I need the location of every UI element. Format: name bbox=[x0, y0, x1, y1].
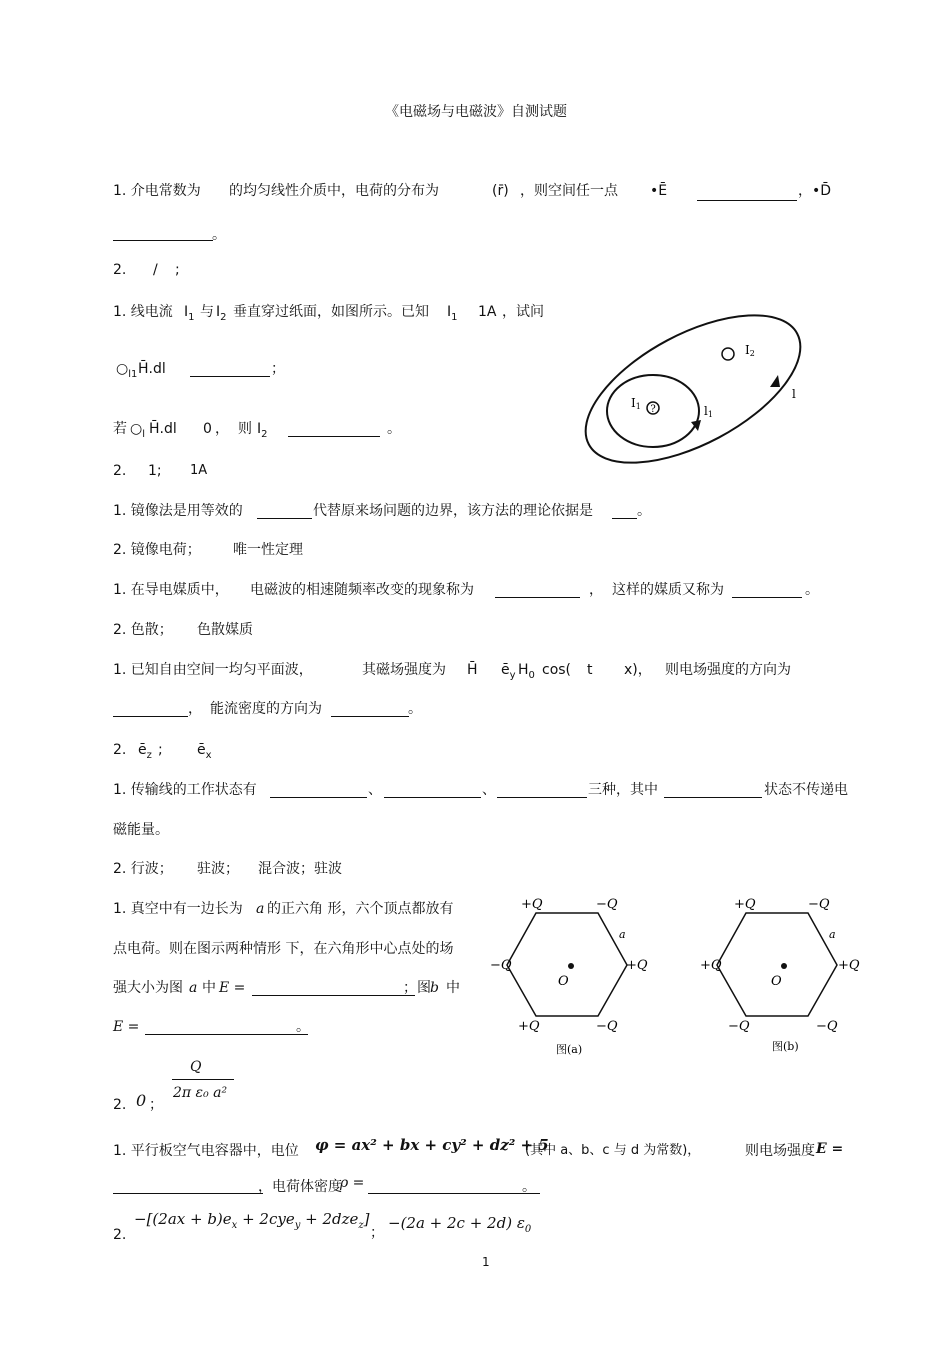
q6-text-e: 状态不传递电 bbox=[764, 782, 848, 798]
outer-loop-l bbox=[580, 305, 810, 470]
q1-rho-expr: (r̄) bbox=[492, 183, 509, 199]
side-label-b: a bbox=[829, 928, 836, 941]
q2-I2b: $I_2$ bbox=[257, 421, 268, 440]
q5-t: t bbox=[587, 662, 593, 678]
caption-a: 图(a) bbox=[556, 1043, 583, 1056]
q7-blank-2 bbox=[145, 1034, 308, 1035]
label-l1: l1 bbox=[704, 404, 713, 419]
wire-I1-mark: ? bbox=[650, 404, 656, 415]
q2-Hdl-1: H̄.dl bbox=[138, 361, 166, 377]
q5-answer-label: 2. bbox=[113, 742, 127, 758]
q3-answer-1: 2. 镜像电荷； bbox=[113, 542, 201, 558]
q8-E: E = bbox=[816, 1141, 844, 1157]
q8-period: 。 bbox=[522, 1179, 536, 1195]
q5-ey: $ē_y$ bbox=[501, 662, 516, 681]
q7-hexagon-figure-a bbox=[488, 893, 663, 1063]
q8-answer-rho: −(2a + 2c + 2d) $\varepsilon_0$ bbox=[388, 1214, 532, 1235]
q7-answer-label: 2. bbox=[113, 1097, 127, 1113]
q8-rho: ρ = bbox=[340, 1175, 365, 1191]
q7-period: 。 bbox=[296, 1019, 310, 1035]
q5-answer-sep: ; bbox=[158, 742, 163, 758]
q7-text-l3e: ；图 bbox=[403, 980, 431, 996]
q6-answer-1: 2. 行波； bbox=[113, 861, 173, 877]
q5-text-b2: 能流密度的方向为 bbox=[210, 701, 322, 717]
q5-comma: ， bbox=[188, 701, 202, 717]
q2-I1b: $I_1$ bbox=[447, 304, 458, 323]
hexagon-a bbox=[507, 913, 627, 1016]
q8-text-a: 1. 平行板空气电容器中，电位 bbox=[113, 1143, 299, 1159]
q4-text-b: 电磁波的相速随频率改变的现象称为 bbox=[250, 582, 474, 598]
q1-period: 。 bbox=[212, 227, 226, 243]
q6-text-line2: 磁能量。 bbox=[113, 822, 169, 838]
q2-blank-2 bbox=[288, 436, 380, 437]
q1-divE: •Ē bbox=[650, 183, 668, 199]
q5-answer-ex: $ē_x$ bbox=[197, 742, 212, 761]
q4-answer-1: 2. 色散； bbox=[113, 622, 173, 638]
charge-tr-a: −Q bbox=[596, 897, 618, 912]
q1-blank-1 bbox=[697, 200, 797, 201]
q4-comma: ， bbox=[589, 582, 603, 598]
charge-tl-a: +Q bbox=[521, 897, 543, 912]
q4-period: 。 bbox=[805, 582, 819, 598]
q7-E-a: E = bbox=[219, 980, 246, 996]
charge-br-b: −Q bbox=[816, 1019, 838, 1034]
q4-blank-1 bbox=[495, 597, 580, 598]
label-I1: I1 bbox=[631, 396, 641, 411]
q5-blank-1 bbox=[113, 716, 188, 717]
q5-x: x)， bbox=[624, 662, 652, 678]
q3-period: 。 bbox=[637, 503, 651, 519]
charge-bl-a: +Q bbox=[518, 1019, 540, 1034]
q2-period: 。 bbox=[387, 421, 401, 437]
q2-Hdl-2: H̄.dl bbox=[149, 421, 177, 437]
q6-blank-2 bbox=[384, 797, 481, 798]
label-l: l bbox=[792, 387, 796, 401]
q6-text-d: 三种，其中 bbox=[588, 782, 658, 798]
q1-divD: •D̄ bbox=[812, 183, 832, 199]
q6-answer-3: 混合波；驻波 bbox=[258, 861, 342, 877]
q1-answer-2: ; bbox=[175, 262, 180, 278]
q2-semicolon: ； bbox=[271, 361, 285, 377]
page-number: 1 bbox=[482, 1255, 490, 1269]
q6-answer-2: 驻波； bbox=[197, 861, 239, 877]
q2-contour-integral-icon-2: $○_l$ bbox=[130, 421, 145, 440]
q6-blank-4 bbox=[664, 797, 762, 798]
q8-text-l2a: ，电荷体密度 bbox=[258, 1179, 342, 1195]
q1-text-b: 的均匀线性介质中，电荷的分布为 bbox=[229, 183, 439, 199]
q7-text-line2: 点电荷。则在图示两种情形 下，在六角形中心点处的场 bbox=[113, 941, 454, 957]
q3-answer-2: 唯一性定理 bbox=[233, 542, 303, 558]
q1-text-a: 1. 介电常数为 bbox=[113, 183, 201, 199]
center-dot-b bbox=[781, 963, 787, 969]
q2-answer-2: 1A bbox=[190, 463, 208, 478]
center-label-a: O bbox=[558, 974, 569, 989]
q4-text-a: 1. 在导电媒质中， bbox=[113, 582, 229, 598]
q6-sep-2: 、 bbox=[482, 782, 496, 798]
q2-comma: ， bbox=[215, 421, 229, 437]
q7-frac-bar bbox=[172, 1079, 234, 1080]
charge-r-a: +Q bbox=[626, 958, 648, 973]
q6-blank-1 bbox=[270, 797, 367, 798]
q2-current-value: 1A bbox=[478, 304, 497, 320]
q4-blank-2 bbox=[732, 597, 802, 598]
q2-text-e: 垂直穿过纸面，如图所示。已知 bbox=[233, 304, 429, 320]
q2-I1: $I_1$ bbox=[184, 304, 195, 323]
q2-text-a: 1. 线电流 bbox=[113, 304, 173, 320]
q7-text-a: 1. 真空中有一边长为 bbox=[113, 901, 243, 917]
q2-zero: 0 bbox=[203, 421, 212, 437]
q3-blank-1 bbox=[257, 518, 312, 519]
q1-answer-label: 2. bbox=[113, 262, 127, 278]
charge-tr-b: −Q bbox=[808, 897, 830, 912]
q1-answer-1: / bbox=[153, 262, 158, 278]
charge-l-a: −Q bbox=[490, 958, 512, 973]
q8-answer-E: $-[(2ax + b)e_x + 2cye_y + 2dze_z]$ bbox=[134, 1210, 370, 1231]
q5-period: 。 bbox=[408, 701, 422, 717]
q7-text-l3g: 中 bbox=[446, 980, 460, 996]
q7-a: a bbox=[256, 901, 265, 917]
q3-text-a: 1. 镜像法是用等效的 bbox=[113, 503, 243, 519]
q2-contour-integral-icon: $○_{l1}$ bbox=[116, 361, 138, 380]
q5-text-i: 则电场强度的方向为 bbox=[665, 662, 791, 678]
charge-br-a: −Q bbox=[596, 1019, 618, 1034]
q5-answer-ez: $ē_z$ bbox=[138, 742, 152, 761]
q8-text-d: 则电场强度 bbox=[745, 1143, 815, 1159]
charge-r-b: +Q bbox=[838, 958, 860, 973]
charge-l-b: +Q bbox=[700, 958, 722, 973]
q5-cos: cos( bbox=[542, 662, 572, 678]
hexagon-b bbox=[717, 913, 837, 1016]
q2-text-h: ，试问 bbox=[502, 304, 544, 320]
center-dot-a bbox=[568, 963, 574, 969]
q8-text-c: (其中 a、b、c 与 d 为常数)， bbox=[525, 1143, 701, 1158]
q8-potential: φ = ax² + bx + cy² + dz² + 5 bbox=[315, 1136, 549, 1154]
q7-answer-sep: ； bbox=[149, 1097, 163, 1113]
q3-text-b: 代替原来场问题的边界，该方法的理论依据是 bbox=[313, 503, 593, 519]
q6-sep-1: 、 bbox=[368, 782, 382, 798]
q2-text-if: 若 bbox=[113, 421, 127, 437]
q5-H: H̄ bbox=[467, 662, 478, 678]
q8-blank-1 bbox=[113, 1193, 263, 1194]
q1-comma: ， bbox=[798, 183, 812, 199]
q8-answer-label: 2. bbox=[113, 1227, 127, 1243]
q4-text-d: 这样的媒质又称为 bbox=[612, 582, 724, 598]
charge-bl-b: −Q bbox=[728, 1019, 750, 1034]
q5-H0: $H_0$ bbox=[518, 662, 535, 681]
label-I2: I2 bbox=[745, 343, 755, 358]
q7-frac-den: 2π ε₀ a² bbox=[173, 1085, 228, 1101]
q8-answer-sep: ； bbox=[370, 1225, 384, 1241]
q7-text-l3a: 强大小为图 bbox=[113, 980, 183, 996]
q6-text-a: 1. 传输线的工作状态有 bbox=[113, 782, 257, 798]
q2-answer-1: 1; bbox=[148, 463, 162, 479]
q7-blank-1 bbox=[252, 995, 415, 996]
q2-text-c: 与 bbox=[200, 304, 214, 320]
q1-blank-2 bbox=[113, 240, 213, 241]
q2-blank-1 bbox=[190, 376, 270, 377]
q7-fig-a-ref: a bbox=[189, 980, 198, 996]
q2-I2: $I_2$ bbox=[216, 304, 227, 323]
q6-blank-3 bbox=[497, 797, 587, 798]
q2-answer-label: 2. bbox=[113, 463, 127, 479]
q4-answer-2: 色散媒质 bbox=[197, 622, 253, 638]
q2-then: 则 bbox=[238, 421, 252, 437]
q7-frac-num: Q bbox=[190, 1059, 202, 1075]
wire-I2-icon bbox=[722, 348, 734, 360]
q5-text-a: 1. 已知自由空间一均匀平面波， bbox=[113, 662, 313, 678]
q8-blank-2 bbox=[368, 1193, 540, 1194]
q5-blank-2 bbox=[331, 716, 409, 717]
page-title: 《电磁场与电磁波》自测试题 bbox=[385, 104, 567, 120]
side-label-a: a bbox=[619, 928, 626, 941]
q5-text-b: 其磁场强度为 bbox=[362, 662, 446, 678]
q3-blank-2 bbox=[612, 518, 637, 519]
caption-b: 图(b) bbox=[772, 1040, 799, 1053]
q1-text-d: ，则空间任一点 bbox=[520, 183, 618, 199]
arrow-icon bbox=[770, 375, 780, 387]
q7-text-l3c: 中 bbox=[202, 980, 216, 996]
charge-tl-b: +Q bbox=[734, 897, 756, 912]
q7-answer-zero: 0 bbox=[136, 1091, 147, 1110]
q7-fig-b-ref: b bbox=[430, 980, 439, 996]
q7-E-b: E = bbox=[113, 1019, 140, 1035]
q7-hexagon-figure-b bbox=[698, 893, 873, 1063]
q2-current-loop-figure bbox=[580, 305, 810, 470]
q7-text-c: 的正六角 形，六个顶点都放有 bbox=[267, 901, 454, 917]
center-label-b: O bbox=[771, 974, 782, 989]
